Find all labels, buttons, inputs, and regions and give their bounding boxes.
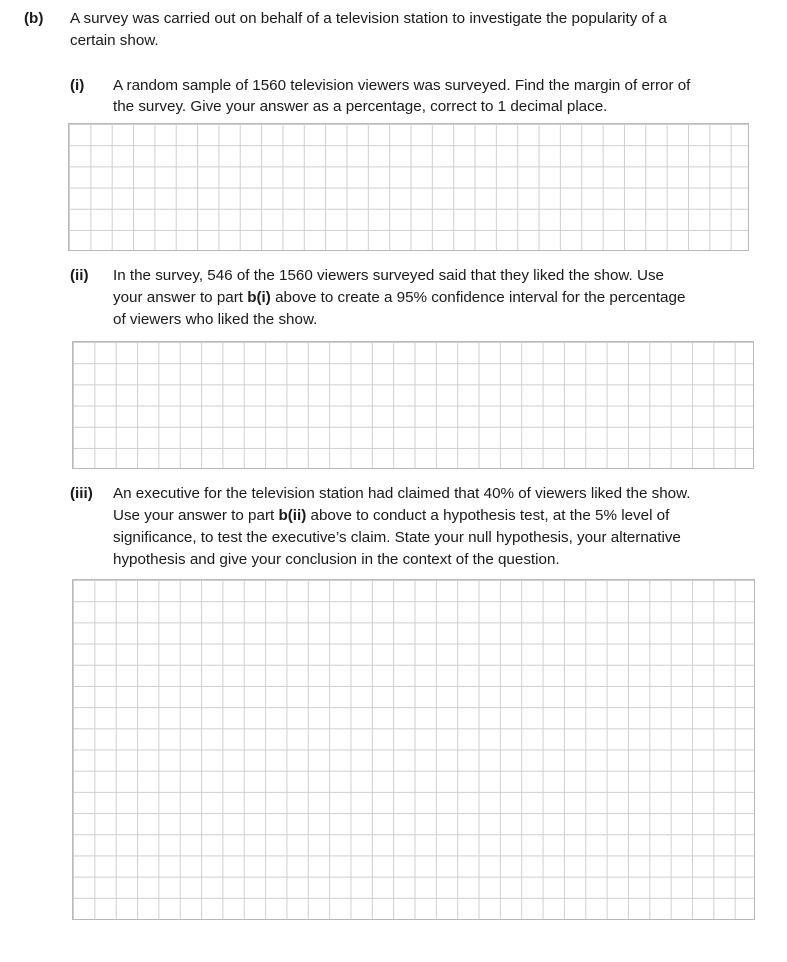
part-iii-line3: significance, to test the executive’s claim. State your null hypothesis, your alternative xyxy=(113,529,681,546)
part-ii-line1: In the survey, 546 of the 1560 viewers surveyed said that they liked the show. Use xyxy=(113,267,664,284)
part-iii-line1: An executive for the television station had claimed that 40% of viewers liked the show. xyxy=(113,485,691,502)
part-ii-line3: of viewers who liked the show. xyxy=(113,311,318,328)
part-b-intro-line2: certain show. xyxy=(70,32,159,49)
answer-grid-part-iii[interactable] xyxy=(72,579,755,920)
part-iii-line4: hypothesis and give your conclusion in the context of the question. xyxy=(113,551,560,568)
part-b-intro-line1: A survey was carried out on behalf of a television station to investigate the popularity of a xyxy=(70,10,667,27)
part-iii-line2: Use your answer to part b(ii) above to conduct a hypothesis test, at the 5% level of xyxy=(113,507,670,524)
part-i-line1: A random sample of 1560 television viewers was surveyed. Find the margin of error of xyxy=(113,77,691,94)
reference-b-ii: b(ii) xyxy=(278,507,307,524)
part-iii-label: (iii) xyxy=(70,485,93,502)
reference-b-i: b(i) xyxy=(247,289,271,306)
part-b-label: (b) xyxy=(24,10,44,27)
part-ii-label: (ii) xyxy=(70,267,89,284)
answer-grid-part-i[interactable] xyxy=(68,123,749,251)
part-ii-line2: your answer to part b(i) above to create a 95% confidence interval for the percentage xyxy=(113,289,686,306)
part-i-line2: the survey. Give your answer as a percentage, correct to 1 decimal place. xyxy=(113,98,608,115)
part-i-label: (i) xyxy=(70,77,85,94)
answer-grid-part-ii[interactable] xyxy=(72,341,754,469)
